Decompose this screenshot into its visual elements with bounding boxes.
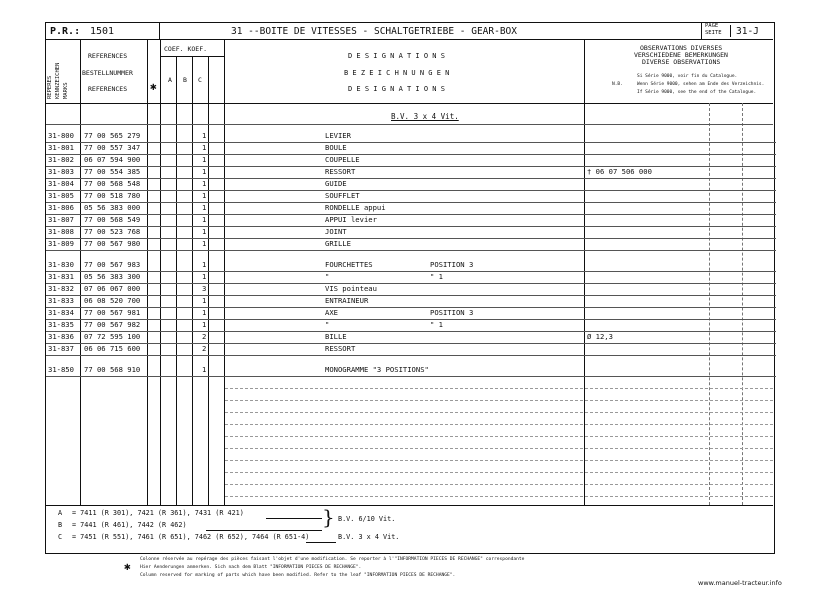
part-designation: GUIDE — [325, 179, 347, 188]
part-reference: 06 08 520 700 — [84, 296, 141, 305]
part-quantity: 1 — [202, 320, 207, 329]
part-reference: 77 00 567 981 — [84, 308, 141, 317]
part-reference: 77 00 523 768 — [84, 227, 141, 236]
part-quantity: 1 — [202, 155, 207, 164]
modification-asterisk: ✱ — [150, 80, 157, 93]
part-reference: 77 00 565 279 — [84, 131, 141, 140]
note-de: Wenn Série 9000, sehen am Ende des Verzeichnis. — [637, 82, 765, 87]
watermark: www.manuel-tracteur.info — [698, 579, 782, 587]
part-reference: 77 00 557 347 — [84, 143, 141, 152]
part-designation: AXE — [325, 308, 338, 317]
part-quantity: 1 — [202, 143, 207, 152]
part-designation: RONDELLE appui — [325, 203, 386, 212]
empty-row-rule — [225, 472, 773, 473]
ref-label-fr: REFERENCES — [88, 52, 128, 60]
part-quantity: 1 — [202, 239, 207, 248]
designation-de: B E Z E I C H N U N G E N — [344, 69, 450, 77]
part-reference: 77 00 568 549 — [84, 215, 141, 224]
part-position: POSITION 3 — [430, 308, 474, 317]
pr-label: P.R.: — [50, 26, 81, 37]
part-mark: 31-830 — [48, 260, 74, 269]
marks-label-en: MARKS — [63, 82, 69, 99]
nb-label: N.B. — [612, 82, 623, 87]
part-mark: 31-801 — [48, 143, 74, 152]
page-label-2: SEITE — [705, 30, 722, 36]
part-reference: 77 00 567 983 — [84, 260, 141, 269]
part-quantity: 2 — [202, 332, 207, 341]
page-title: 31 --BOITE DE VITESSES - SCHALTGETRIEBE - GEAR-BOX — [231, 26, 517, 37]
part-mark: 31-834 — [48, 308, 74, 317]
empty-row-rule — [225, 400, 773, 401]
legend-line-a — [266, 518, 322, 519]
footer-note-de: Hier Aenderungen anmerken. Sich nach dem Blatt "INFORMATION PIECES DE RECHANGE". — [140, 565, 362, 570]
part-reference: 06 06 715 600 — [84, 344, 141, 353]
part-designation: BOULE — [325, 143, 347, 152]
note-en: If Série 9000, see the end of the Catalogue. — [637, 90, 757, 95]
part-mark: 31-806 — [48, 203, 74, 212]
part-reference: 77 00 518 780 — [84, 191, 141, 200]
part-reference: 77 00 568 910 — [84, 365, 141, 374]
part-designation: MONOGRAMME "3 POSITIONS" — [325, 365, 429, 374]
part-reference: 07 72 595 100 — [84, 332, 141, 341]
part-quantity: 1 — [202, 365, 207, 374]
part-quantity: 3 — [202, 284, 207, 293]
part-designation: BILLE — [325, 332, 347, 341]
empty-row-rule — [225, 484, 773, 485]
part-quantity: 1 — [202, 296, 207, 305]
footer-asterisk: ✱ — [124, 560, 131, 573]
part-quantity: 1 — [202, 191, 207, 200]
part-reference: 77 00 567 982 — [84, 320, 141, 329]
coef-label: COEF. KOEF. — [164, 45, 208, 53]
part-designation: RESSORT — [325, 344, 356, 353]
part-designation: VIS pointeau — [325, 284, 377, 293]
part-designation: APPUI levier — [325, 215, 377, 224]
legend-text-c: = 7451 (R 551), 7461 (R 651), 7462 (R 652), 7464 (R 651-4) — [72, 533, 310, 541]
footer-note-fr: Colonne réservée au repérage des pièces faisant l'objet d'une modification. Se reporter à l'"INFORMATION PIECES DE RECHANGE" correspondante — [140, 557, 525, 562]
legend-text-b: = 7441 (R 461), 7442 (R 462) — [72, 521, 187, 529]
empty-row-rule — [225, 448, 773, 449]
part-mark: 31-805 — [48, 191, 74, 200]
page-label-1: PAGE — [705, 23, 719, 29]
part-reference: 77 00 568 548 — [84, 179, 141, 188]
part-mark: 31-804 — [48, 179, 74, 188]
empty-row-rule — [225, 424, 773, 425]
part-mark: 31-803 — [48, 167, 74, 176]
part-position: " 1 — [430, 272, 443, 281]
section-title: B.V. 3 x 4 Vit. — [391, 112, 459, 121]
part-designation: RESSORT — [325, 167, 356, 176]
part-reference: 77 00 554 385 — [84, 167, 141, 176]
part-quantity: 1 — [202, 308, 207, 317]
part-designation: " — [325, 320, 330, 329]
marks-label-de: KENNZEICHEN — [55, 62, 61, 99]
part-designation: " — [325, 272, 330, 281]
part-quantity: 1 — [202, 131, 207, 140]
part-position: POSITION 3 — [430, 260, 474, 269]
empty-row-rule — [225, 412, 773, 413]
empty-row-rule — [225, 496, 773, 497]
empty-row-rule — [225, 460, 773, 461]
catalogue-sheet — [45, 22, 775, 554]
part-mark: 31-831 — [48, 272, 74, 281]
empty-rows — [46, 23, 773, 505]
note-fr: Si Série 9000, voir fin du Catalogue. — [637, 74, 738, 79]
coef-col-b: B — [183, 76, 187, 84]
legend-key-b: B — [58, 521, 63, 529]
legend-line-b — [206, 530, 322, 531]
legend-right-1: B.V. 6/10 Vit. — [338, 515, 396, 523]
part-quantity: 1 — [202, 227, 207, 236]
legend-text-a: = 7411 (R 301), 7421 (R 361), 7431 (R 421) — [72, 509, 244, 517]
part-reference: 06 07 594 900 — [84, 155, 141, 164]
part-quantity: 1 — [202, 260, 207, 269]
part-designation: GRILLE — [325, 239, 351, 248]
part-quantity: 2 — [202, 344, 207, 353]
legend-line-c — [306, 542, 336, 543]
observations-de: VERSCHIEDENE BEMERKUNGEN — [634, 51, 728, 59]
ref-label-en: REFERENCES — [88, 85, 128, 93]
part-quantity: 1 — [202, 179, 207, 188]
part-quantity: 1 — [202, 215, 207, 224]
part-quantity: 1 — [202, 167, 207, 176]
part-designation: FOURCHETTES — [325, 260, 373, 269]
part-mark: 31-808 — [48, 227, 74, 236]
part-designation: SOUFFLET — [325, 191, 360, 200]
part-position: " 1 — [430, 320, 443, 329]
part-designation: JOINT — [325, 227, 347, 236]
part-observation: Ø 12,3 — [587, 332, 613, 341]
part-reference: 05 56 383 300 — [84, 272, 141, 281]
part-designation: LEVIER — [325, 131, 351, 140]
part-mark: 31-833 — [48, 296, 74, 305]
coef-col-c: C — [198, 76, 202, 84]
empty-row-rule — [225, 388, 773, 389]
part-observation: † 06 07 506 000 — [587, 167, 652, 176]
part-mark: 31-837 — [48, 344, 74, 353]
part-designation: COUPELLE — [325, 155, 360, 164]
part-mark: 31-809 — [48, 239, 74, 248]
observations-fr: OBSERVATIONS DIVERSES — [640, 44, 723, 52]
part-reference: 77 00 567 980 — [84, 239, 141, 248]
part-mark: 31-807 — [48, 215, 74, 224]
part-designation: ENTRAINEUR — [325, 296, 369, 305]
marks-label-fr: REPERES — [47, 75, 53, 99]
footer-note-en: Column reserved for marking of parts which have been modified. Refer to the leaf "INFORMATION PIECES DE RECHANGE". — [140, 573, 456, 578]
legend-divider — [46, 505, 773, 506]
legend-key-a: A — [58, 509, 63, 517]
part-mark: 31-832 — [48, 284, 74, 293]
part-quantity: 1 — [202, 272, 207, 281]
designation-fr: D E S I G N A T I O N S — [348, 52, 445, 60]
designation-en: D E S I G N A T I O N S — [348, 85, 445, 93]
part-quantity: 1 — [202, 203, 207, 212]
legend-brace: } — [322, 505, 335, 529]
legend-right-2: B.V. 3 x 4 Vit. — [338, 533, 400, 541]
part-reference: 05 56 383 000 — [84, 203, 141, 212]
legend-key-c: C — [58, 533, 63, 541]
part-mark: 31-836 — [48, 332, 74, 341]
empty-row-rule — [225, 436, 773, 437]
part-mark: 31-800 — [48, 131, 74, 140]
page-number: 31-J — [736, 26, 759, 37]
coef-col-a: A — [168, 76, 172, 84]
part-mark: 31-835 — [48, 320, 74, 329]
observations-en: DIVERSE OBSERVATIONS — [642, 58, 721, 66]
ref-label-de: BESTELLNUMMER — [82, 69, 133, 77]
part-mark: 31-850 — [48, 365, 74, 374]
part-mark: 31-802 — [48, 155, 74, 164]
pr-value: 1501 — [90, 26, 115, 37]
part-reference: 07 06 067 000 — [84, 284, 141, 293]
